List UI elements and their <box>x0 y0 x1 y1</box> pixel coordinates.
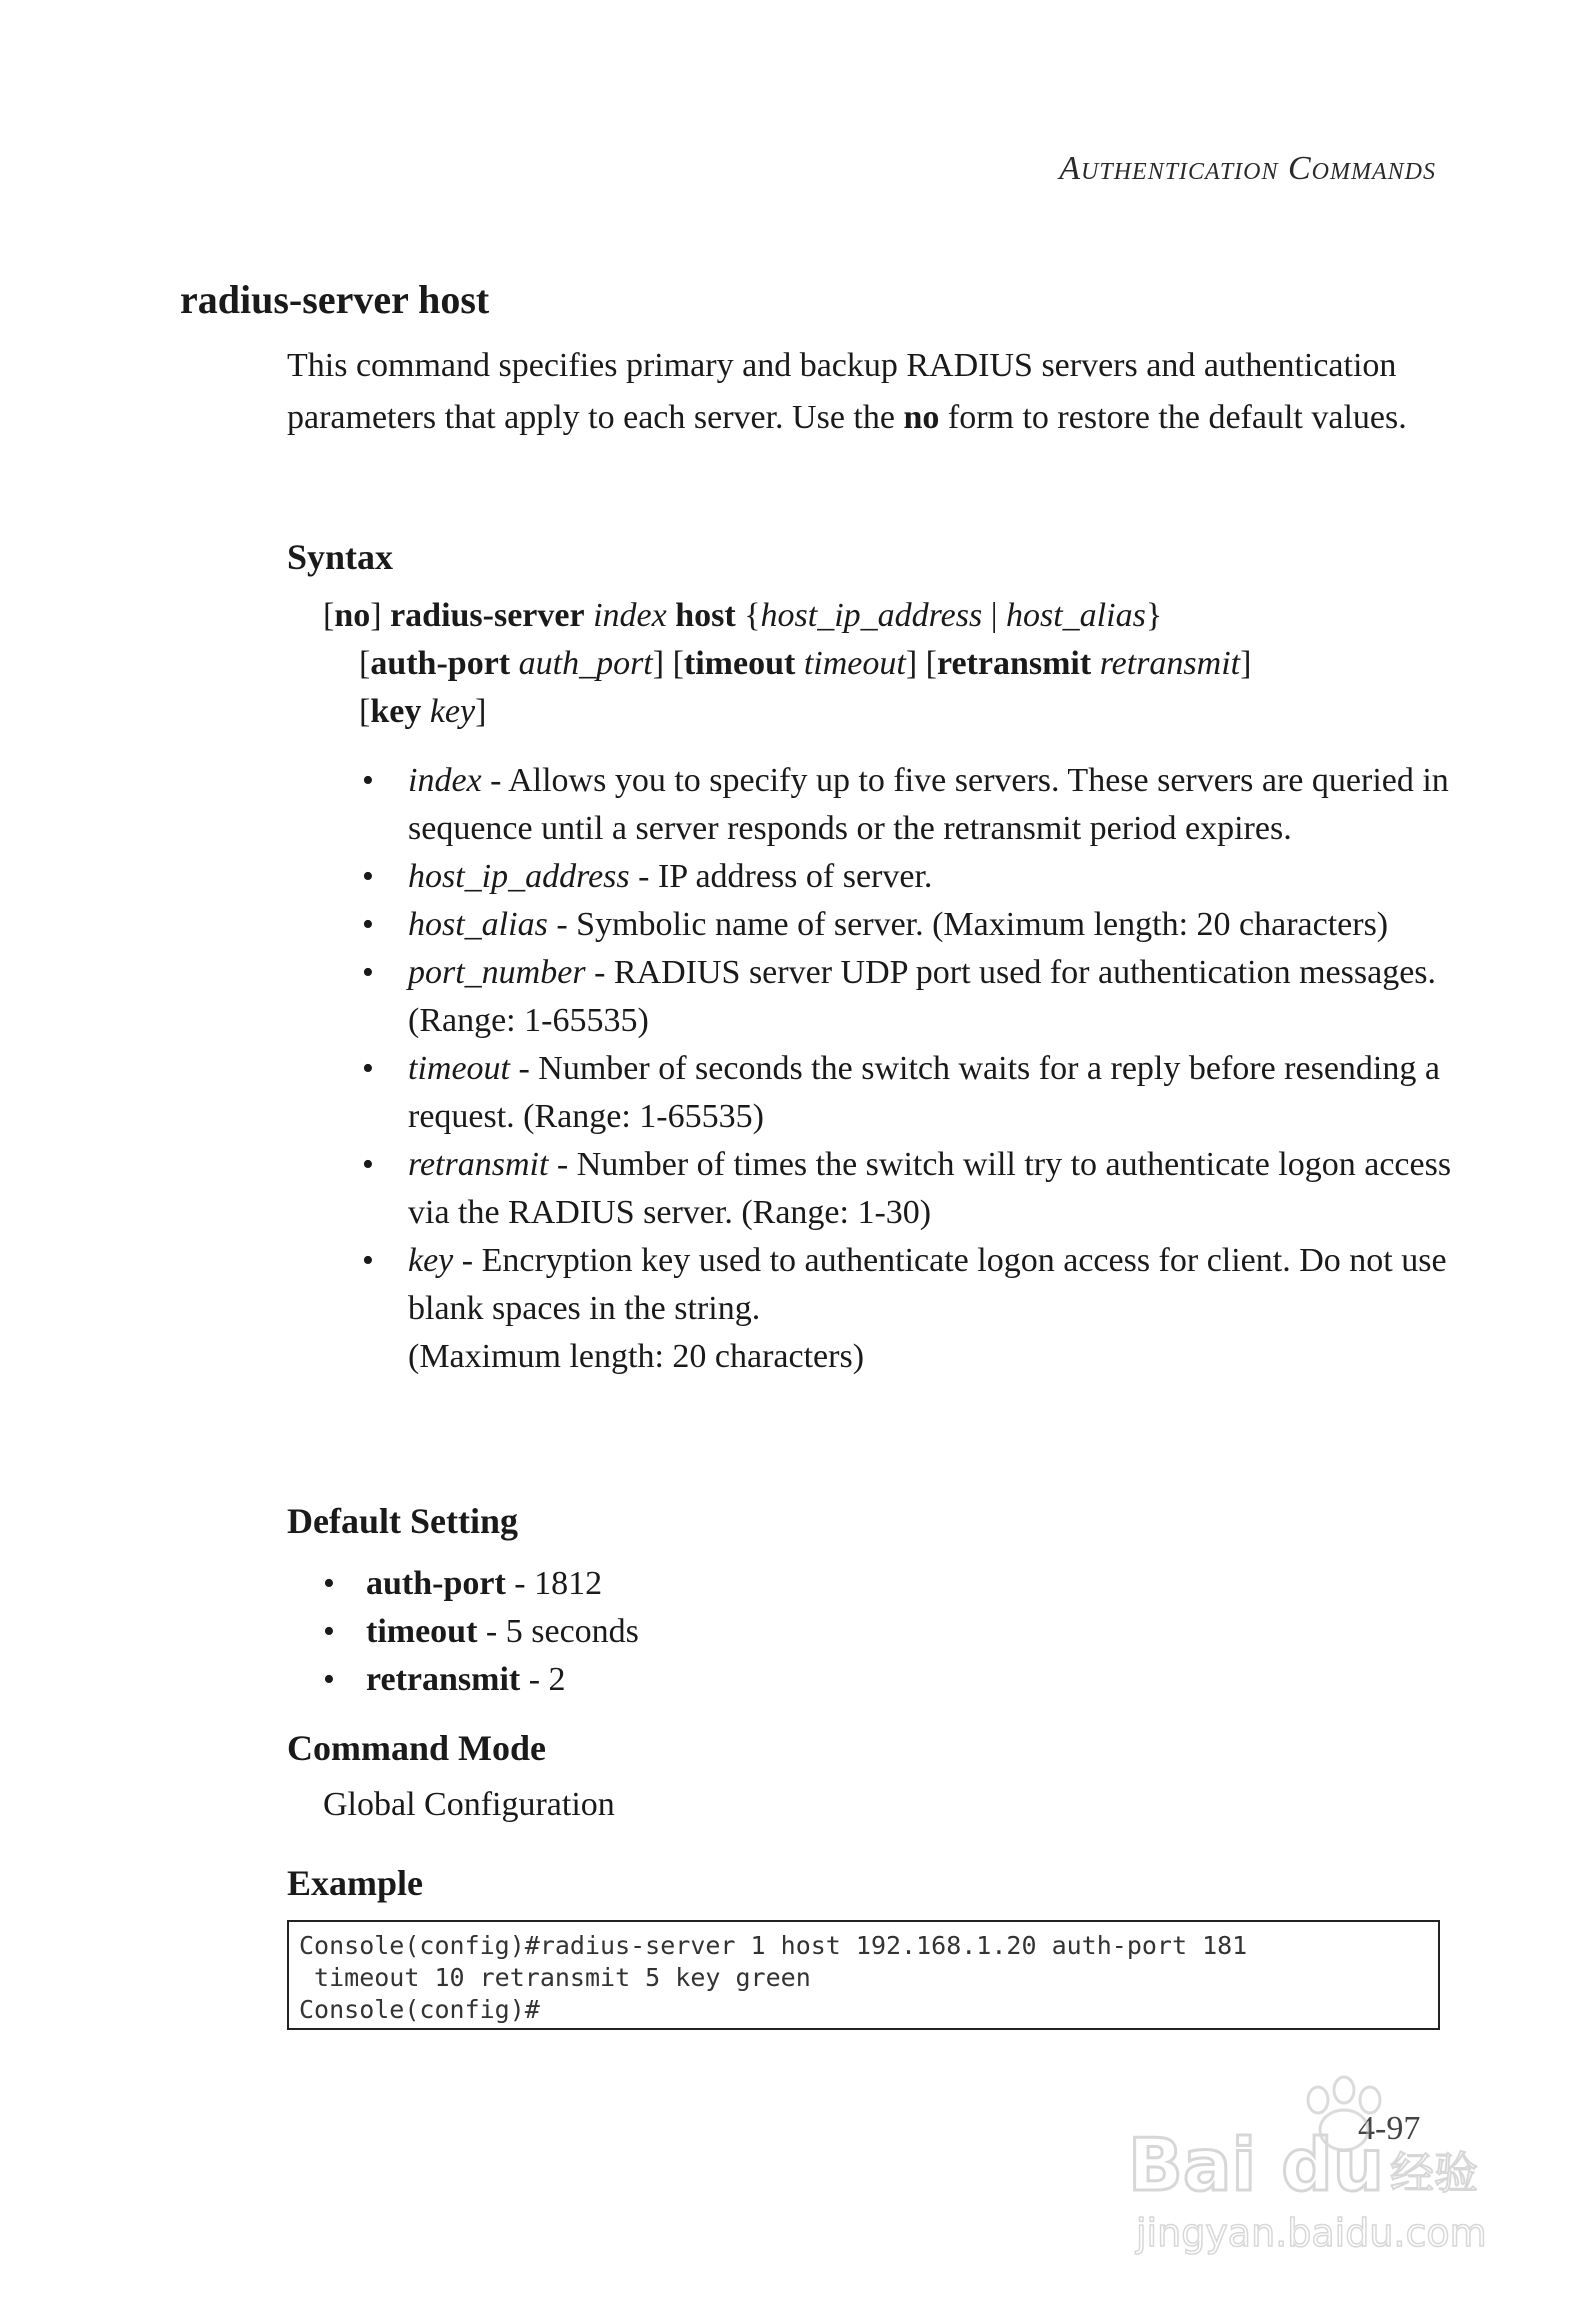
running-header-text: Authentication Commands <box>1059 150 1436 187</box>
watermark-url: jingyan.baidu.com <box>1136 2211 1487 2255</box>
command-mode-heading: Command Mode <box>287 1728 546 1768</box>
param-item <box>362 901 1472 949</box>
default-name: timeout <box>366 1613 478 1650</box>
syntax-key-kw: key <box>370 693 422 730</box>
default-name: retransmit <box>366 1661 521 1698</box>
syntax-block <box>323 592 1251 736</box>
param-name: retransmit <box>408 1146 549 1183</box>
syntax-auth-port-var: auth_port <box>518 645 653 682</box>
syntax-timeout-var: timeout <box>803 645 906 682</box>
param-name: host_alias <box>408 906 548 943</box>
default-setting-heading: Default Setting <box>287 1501 518 1541</box>
example-heading: Example <box>287 1863 424 1903</box>
syntax-no: no <box>334 597 371 634</box>
param-name: index <box>408 762 482 799</box>
param-item <box>362 1237 1472 1381</box>
command-mode-value: Global Configuration <box>323 1786 615 1823</box>
param-name: host_ip_address <box>408 858 630 895</box>
syntax-key-var: key <box>429 693 476 730</box>
default-item <box>323 1560 639 1608</box>
param-desc: - IP address of server. <box>629 858 933 895</box>
intro-text-1: This command specifies primary and backup RADIUS servers and authentication parameters that apply to each server. Use the <box>287 347 1397 436</box>
watermark-chinese: 经验 <box>1390 2148 1478 2199</box>
default-value: - 5 seconds <box>477 1613 639 1650</box>
syntax-host-ip-var: host_ip_address <box>760 597 983 634</box>
syntax-line-3: [key key] <box>359 693 487 730</box>
param-desc: - Number of times the switch will try to authenticate logon access via the RADIUS server. (Range: 1-30) <box>408 1146 1452 1231</box>
param-item <box>362 853 1472 901</box>
example-code-box <box>287 1920 1440 2030</box>
syntax-auth-port-kw: auth-port <box>370 645 511 682</box>
param-desc: - Allows you to specify up to five servers. These servers are queried in sequence until a server responds or the retransmit period expires. <box>408 762 1449 847</box>
syntax-separator: | <box>990 597 998 634</box>
param-desc: - Encryption key used to authenticate logon access for client. Do not use blank spaces in the string. <box>408 1242 1447 1327</box>
default-item <box>323 1608 639 1656</box>
default-value: - 1812 <box>505 1565 603 1602</box>
param-item <box>362 757 1472 853</box>
parameter-list <box>362 757 1472 1381</box>
param-item <box>362 1045 1472 1141</box>
example-line: timeout 10 retransmit 5 key green <box>299 1963 811 1992</box>
param-item <box>362 1141 1472 1237</box>
param-extra: (Maximum length: 20 characters) <box>408 1338 865 1375</box>
param-name: key <box>408 1242 454 1279</box>
syntax-line-1: [no] radius-server index host {host_ip_address | host_alias} <box>323 597 1163 634</box>
example-line: Console(config)#radius-server 1 host 192.168.1.20 auth-port 181 <box>299 1931 1248 1960</box>
example-line: Console(config)# <box>299 1995 540 2024</box>
param-desc: - Number of seconds the switch waits for a reply before resending a request. (Range: 1-65535) <box>408 1050 1440 1135</box>
default-item <box>323 1656 639 1704</box>
intro-text-2: form to restore the default values. <box>939 399 1407 436</box>
param-name: port_number <box>408 954 586 991</box>
command-title: radius-server host <box>180 277 490 322</box>
syntax-line-2: [auth-port auth_port] [timeout timeout] [retransmit retransmit] <box>359 645 1252 682</box>
param-desc: - Symbolic name of server. (Maximum length: 20 characters) <box>547 906 1389 943</box>
default-setting-list <box>323 1560 639 1704</box>
default-value: - 2 <box>520 1661 566 1698</box>
default-name: auth-port <box>366 1565 506 1602</box>
syntax-heading: Syntax <box>287 537 394 577</box>
param-desc: - RADIUS server UDP port used for authentication messages. (Range: 1-65535) <box>408 954 1437 1039</box>
syntax-timeout-kw: timeout <box>683 645 796 682</box>
running-header <box>1059 150 1436 188</box>
param-name: timeout <box>408 1050 510 1087</box>
param-item <box>362 949 1472 1045</box>
syntax-host-alias-var: host_alias <box>1006 597 1146 634</box>
page-number: 4-97 <box>1358 2110 1421 2147</box>
watermark-brand: Bai du <box>1128 2123 1385 2207</box>
syntax-index-var: index <box>593 597 667 634</box>
syntax-host-kw: host <box>675 597 736 634</box>
syntax-retransmit-kw: retransmit <box>936 645 1092 682</box>
syntax-keyword: radius-server <box>390 597 585 634</box>
no-keyword: no <box>903 399 940 436</box>
baidu-watermark-logo <box>1122 2060 1502 2260</box>
syntax-retransmit-var: retransmit <box>1099 645 1241 682</box>
command-description <box>287 340 1447 444</box>
